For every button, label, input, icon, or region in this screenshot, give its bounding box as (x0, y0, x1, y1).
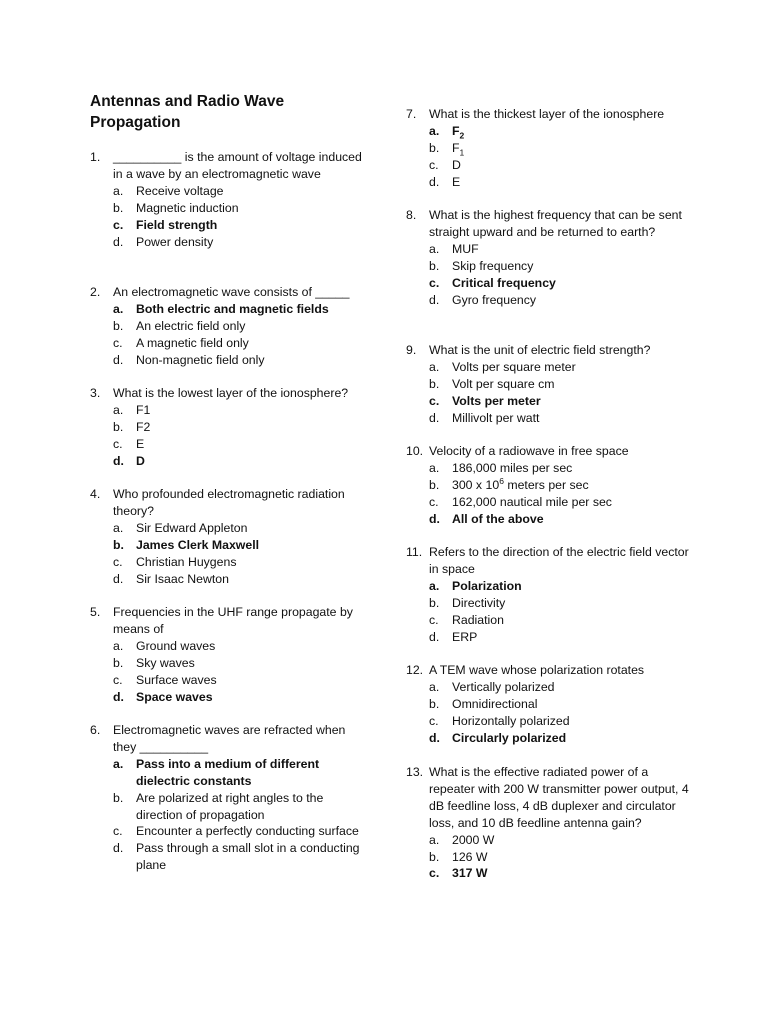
option-text (136, 218, 217, 232)
question-stem (90, 284, 370, 301)
option-text-main: 317 W (452, 866, 488, 881)
option-text (452, 293, 536, 307)
option-text-main: Omnidirectional (452, 696, 538, 711)
question-8 (406, 207, 696, 308)
option (113, 790, 370, 824)
option-letter: d. (429, 292, 440, 307)
question-number: 4. (90, 487, 101, 501)
question-stem (406, 443, 696, 460)
question-9 (406, 342, 696, 427)
option-text (136, 757, 319, 788)
question-number: 8. (406, 208, 417, 222)
option-letter: a. (113, 638, 124, 653)
option-list (90, 301, 370, 369)
option-text (136, 437, 144, 451)
option-text (452, 714, 570, 728)
option (429, 612, 696, 629)
option-text-main: 186,000 miles per sec (452, 460, 573, 475)
option-list (90, 638, 370, 706)
option-letter: d. (113, 571, 124, 586)
option-letter: c. (113, 554, 123, 569)
question-stem (90, 722, 370, 756)
option (113, 840, 370, 874)
option-text (452, 259, 533, 273)
option (429, 292, 696, 309)
option-letter: c. (429, 866, 440, 881)
option-text-main: Vertically polarized (452, 679, 555, 694)
option-text-main: Sir Isaac Newton (136, 571, 229, 586)
question-text: An electromagnetic wave consists of _____ (113, 285, 350, 299)
question-text: Who profounded electromagnetic radiation theory? (113, 487, 345, 518)
option (429, 696, 696, 713)
option-text-main: Pass into a medium of different dielectric constants (136, 756, 320, 788)
option-letter: d. (113, 841, 124, 856)
question-number: 5. (90, 605, 101, 619)
option-text-main: Critical frequency (452, 275, 556, 290)
question-stem (406, 207, 696, 241)
question-4 (90, 486, 370, 587)
option-text-main: 300 x 10 (452, 477, 500, 492)
question-stem (406, 544, 696, 578)
option-text-main: MUF (452, 241, 479, 256)
option-text-main: Field strength (136, 217, 218, 232)
option-text-main: Encounter a perfectly conducting surface (136, 824, 359, 839)
option-text-main: Sir Edward Appleton (136, 520, 248, 535)
option-letter: c. (429, 612, 439, 627)
option-text-main: Sky waves (136, 655, 195, 670)
option (429, 157, 696, 174)
option-text-main: ERP (452, 629, 478, 644)
option-text-main: 2000 W (452, 832, 495, 847)
option-letter: c. (429, 393, 440, 408)
question-number: 11. (406, 545, 423, 559)
option-text (136, 403, 150, 417)
option-text-main: Non-magnetic field only (136, 352, 265, 367)
question-1 (90, 149, 370, 250)
option-text (136, 454, 145, 468)
option-text-main: Receive voltage (136, 183, 224, 198)
question-text: What is the lowest layer of the ionosphere? (113, 386, 349, 400)
option-letter: d. (429, 730, 440, 745)
option-text (136, 538, 259, 552)
question-stem (406, 342, 696, 359)
option-letter: c. (113, 335, 123, 350)
option-text (452, 630, 477, 644)
option-text (452, 123, 465, 141)
option (429, 494, 696, 511)
question-stem (90, 486, 370, 520)
option-letter: a. (429, 460, 440, 475)
option-letter: b. (429, 140, 440, 155)
option (429, 460, 696, 477)
option-letter: c. (113, 672, 123, 687)
option-text (136, 841, 360, 872)
option-text (452, 377, 555, 391)
option-text-main: Millivolt per watt (452, 410, 540, 425)
question-stem (406, 764, 696, 832)
option (113, 554, 370, 571)
question-number: 2. (90, 285, 101, 299)
option-text-main: A magnetic field only (136, 335, 249, 350)
option-text-main: Space waves (136, 689, 213, 704)
correct-option (113, 756, 370, 790)
option-letter: a. (429, 241, 440, 256)
option-text-main: E (452, 174, 461, 189)
option-text-main: All of the above (452, 511, 544, 526)
question-text: Refers to the direction of the electric field vector in space (429, 545, 689, 576)
option-letter: d. (429, 174, 440, 189)
option-text-main: 162,000 nautical mile per sec (452, 494, 612, 509)
correct-option (429, 865, 696, 882)
option-letter: c. (429, 713, 439, 728)
option-text (452, 276, 556, 290)
question-text: What is the highest frequency that can be sent straight upward and be returned to earth? (429, 208, 682, 239)
option-text-main: Christian Huygens (136, 554, 237, 569)
option-letter: a. (429, 359, 440, 374)
option-list (406, 241, 696, 309)
option-text-main: D (136, 453, 145, 468)
question-text: What is the unit of electric field strength? (429, 343, 651, 357)
option-letter: b. (113, 790, 124, 805)
option-letter: a. (113, 301, 124, 316)
correct-option (113, 537, 370, 554)
question-6 (90, 722, 370, 874)
option (113, 672, 370, 689)
option-text (136, 824, 359, 838)
question-text: A TEM wave whose polarization rotates (429, 663, 645, 677)
option (429, 241, 696, 258)
option-list (90, 520, 370, 588)
correct-option (113, 689, 370, 706)
option-text-main: Are polarized at right angles to the direction of propagation (136, 790, 324, 822)
option-text (136, 673, 217, 687)
option-text (452, 360, 576, 374)
question-number: 9. (406, 343, 417, 357)
option (113, 183, 370, 200)
option-letter: d. (429, 511, 440, 526)
question-11 (406, 544, 696, 645)
correct-option (429, 511, 696, 528)
option-letter: b. (113, 537, 124, 552)
option-text-main: F2 (136, 419, 151, 434)
option (113, 335, 370, 352)
option-text-main: Both electric and magnetic fields (136, 301, 329, 316)
option-letter: d. (113, 234, 124, 249)
option-letter: c. (429, 157, 439, 172)
option-text-main: Circularly polarized (452, 730, 567, 745)
question-number: 6. (90, 723, 101, 737)
option-letter: b. (113, 655, 124, 670)
option-text-main: Radiation (452, 612, 504, 627)
correct-option (429, 730, 696, 747)
option-text (452, 175, 460, 189)
option-letter: a. (429, 832, 440, 847)
option-text-main: Volts per meter (452, 393, 541, 408)
option-letter: b. (113, 200, 124, 215)
option-letter: c. (113, 217, 124, 232)
option-text (136, 336, 249, 350)
question-5 (90, 604, 370, 705)
option-text (452, 140, 465, 158)
option-text (136, 420, 150, 434)
correct-option (113, 453, 370, 470)
option-list (406, 123, 696, 191)
question-10 (406, 443, 696, 528)
option-letter: a. (429, 123, 440, 138)
option-letter: b. (429, 849, 440, 864)
option-letter: b. (429, 477, 440, 492)
option (113, 436, 370, 453)
option-text (452, 394, 541, 408)
option-letter: d. (113, 453, 124, 468)
option (429, 713, 696, 730)
option-list (406, 578, 696, 646)
option-text-main: Skip frequency (452, 258, 534, 273)
option-letter: d. (113, 689, 124, 704)
option-letter: d. (429, 410, 440, 425)
correct-option (429, 393, 696, 410)
question-text: What is the effective radiated power of a repeater with 200 W transmitter power output, 4 dB feedline loss, 4 dB duplexer and circulator loss, and 10 dB feedline antenna gain? (429, 765, 689, 830)
option-text-main: Magnetic induction (136, 200, 239, 215)
option (429, 679, 696, 696)
option (429, 849, 696, 866)
question-stem (90, 604, 370, 638)
correct-option (429, 123, 696, 140)
option-text (452, 613, 504, 627)
question-text: What is the thickest layer of the ionosphere (429, 107, 665, 121)
subscript: 2 (459, 130, 465, 141)
option (429, 595, 696, 612)
option-text (136, 353, 265, 367)
option (113, 823, 370, 840)
option-text (452, 697, 537, 711)
option-list (406, 359, 696, 427)
option-list (90, 183, 370, 251)
option-text (136, 201, 239, 215)
option-text-main: An electric field only (136, 318, 246, 333)
option-text-main: James Clerk Maxwell (136, 537, 260, 552)
option-text (452, 866, 488, 880)
option-list (90, 756, 370, 874)
question-stem (90, 149, 370, 183)
option-text-main: F (452, 123, 460, 138)
option-text (136, 521, 247, 535)
option (113, 520, 370, 537)
option-text (452, 596, 505, 610)
option (113, 318, 370, 335)
question-number: 1. (90, 150, 101, 164)
option-text (136, 639, 215, 653)
question-text: Frequencies in the UHF range propagate by means of (113, 605, 353, 636)
option-letter: c. (113, 824, 123, 839)
correct-option (113, 217, 370, 234)
option-text-main: Surface waves (136, 672, 217, 687)
option-text (136, 791, 323, 822)
option-text-main: Volts per square meter (452, 359, 576, 374)
option-letter: a. (113, 756, 124, 771)
option-letter: b. (429, 258, 440, 273)
option (113, 200, 370, 217)
option-text (452, 158, 461, 172)
option-text (136, 555, 236, 569)
option-list (406, 460, 696, 528)
option (429, 376, 696, 393)
option-text-main: F1 (136, 402, 151, 417)
option-letter: c. (429, 275, 440, 290)
question-number: 10. (406, 444, 424, 458)
option-list (90, 402, 370, 470)
option-text-main: Directivity (452, 595, 506, 610)
option (113, 571, 370, 588)
option-text (452, 850, 488, 864)
option (429, 359, 696, 376)
option-letter: b. (429, 376, 440, 391)
question-7 (406, 106, 696, 191)
option-text-main: 126 W (452, 849, 488, 864)
option-text (452, 495, 612, 509)
question-3 (90, 385, 370, 470)
option (429, 410, 696, 427)
option-text-main: Power density (136, 234, 214, 249)
option-text (452, 461, 572, 475)
question-text: Velocity of a radiowave in free space (429, 444, 629, 458)
question-12 (406, 662, 696, 747)
option-text-main: Polarization (452, 578, 522, 593)
question-text: Electromagnetic waves are refracted when they __________ (113, 723, 346, 754)
question-number: 7. (406, 107, 417, 121)
question-13 (406, 764, 696, 882)
option-letter: a. (113, 183, 124, 198)
option-letter: a. (429, 679, 440, 694)
option-text (452, 475, 589, 492)
option-letter: a. (429, 578, 440, 593)
option-text (136, 184, 224, 198)
option-text-main: Horizontally polarized (452, 713, 570, 728)
option (113, 638, 370, 655)
page-title: Antennas and Radio Wave Propagation (90, 93, 285, 131)
option-letter: d. (429, 629, 440, 644)
option-text (136, 572, 229, 586)
option (429, 477, 696, 494)
option-text-main: Gyro frequency (452, 292, 537, 307)
option (429, 258, 696, 275)
option-text-main: Pass through a small slot in a conducting plane (136, 841, 360, 873)
option-letter: a. (113, 402, 124, 417)
subscript: 1 (459, 147, 465, 158)
option (113, 402, 370, 419)
option-text (452, 512, 544, 526)
option-text-main: Ground waves (136, 638, 216, 653)
option-text-tail: meters per sec (503, 477, 589, 492)
option-text (452, 833, 494, 847)
question-2 (90, 284, 370, 369)
option-text (136, 235, 213, 249)
question-number: 3. (90, 386, 101, 400)
option-text-main: Volt per square cm (452, 376, 555, 391)
option (429, 832, 696, 849)
option (429, 174, 696, 191)
option-text (136, 656, 195, 670)
question-text: __________ is the amount of voltage induced in a wave by an electromagnetic wave (113, 150, 362, 181)
option-letter: c. (113, 436, 123, 451)
option (429, 629, 696, 646)
option (113, 352, 370, 369)
option (113, 419, 370, 436)
option-text (452, 411, 539, 425)
option-letter: d. (113, 352, 124, 367)
option-letter: b. (429, 696, 440, 711)
option-letter: a. (113, 520, 124, 535)
correct-option (113, 301, 370, 318)
option-text-main: F (452, 140, 460, 155)
question-stem (406, 662, 696, 679)
option-text (452, 680, 555, 694)
option-text (452, 731, 566, 745)
question-number: 12. (406, 663, 424, 677)
option-text-main: D (452, 157, 461, 172)
option-letter: b. (113, 419, 124, 434)
correct-option (429, 275, 696, 292)
option-list (406, 679, 696, 747)
option-text (452, 579, 522, 593)
correct-option (429, 578, 696, 595)
question-stem (406, 106, 696, 123)
option (429, 140, 696, 157)
option-text (452, 242, 479, 256)
option-text (136, 302, 329, 316)
option-list (406, 832, 696, 883)
option-letter: b. (113, 318, 124, 333)
option-letter: c. (429, 494, 439, 509)
question-stem (90, 385, 370, 402)
option-letter: b. (429, 595, 440, 610)
option-text (136, 690, 213, 704)
option-text (136, 319, 245, 333)
option (113, 234, 370, 251)
option (113, 655, 370, 672)
question-number: 13. (406, 765, 424, 779)
option-text-main: E (136, 436, 145, 451)
superscript: 6 (499, 475, 504, 486)
